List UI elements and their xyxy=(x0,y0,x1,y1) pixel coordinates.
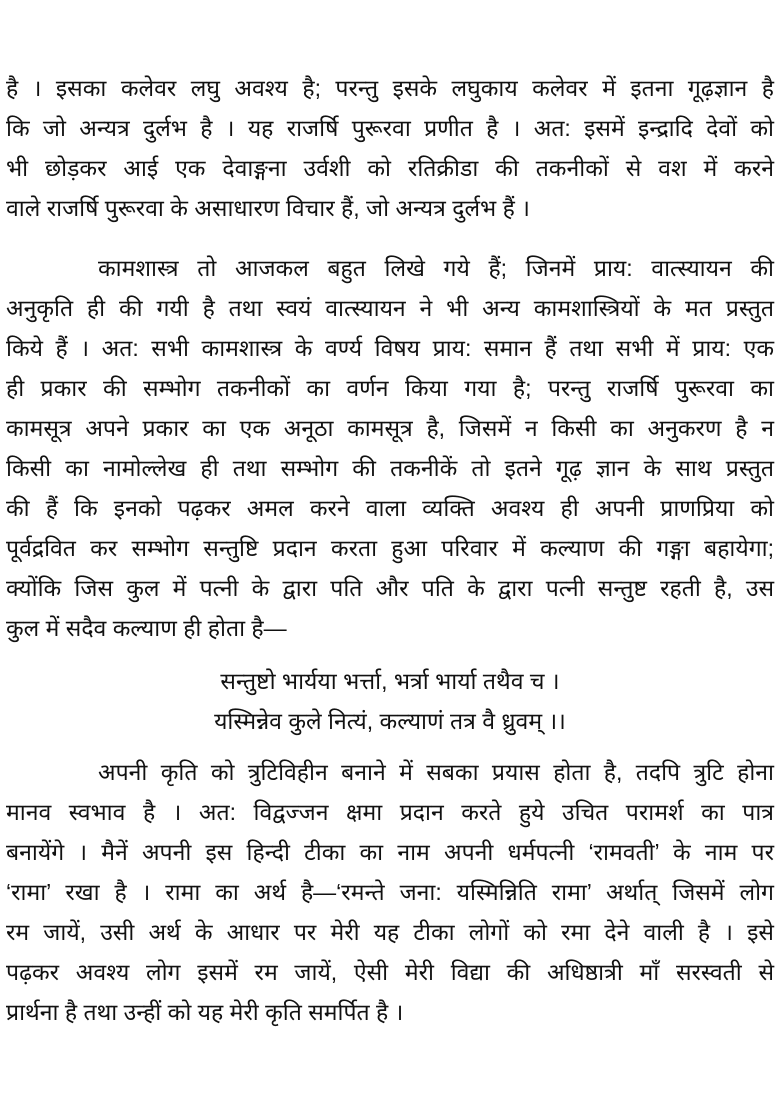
text-line: किसी का नामोल्लेख ही तथा सम्भोग की तकनीकें तो इतने गूढ़ ज्ञान के साथ प्रस्तुत xyxy=(6,455,774,481)
text-line: कि जो अन्यत्र दुर्लभ है । यह राजर्षि पुरूरवा प्रणीत है । अत: इसमें इन्द्रादि देवों को xyxy=(6,115,774,141)
text-line: कुल में सदैव कल्याण ही होता है— xyxy=(6,615,287,641)
text-line: प्रार्थना है तथा उन्हीं को यह मेरी कृति समर्पित है । xyxy=(6,999,404,1025)
text-line: पढ़कर अवश्य लोग इसमें रम जायें, ऐसी मेरी विद्या की अधिष्ठात्री माँ सरस्वती से xyxy=(6,959,774,985)
text-line: की हैं कि इनको पढ़कर अमल करने वाला व्यक्ति अवश्य ही अपनी प्राणप्रिया को xyxy=(6,495,774,521)
text-line: भी छोड़कर आई एक देवाङ्गना उर्वशी को रतिक्रीडा की तकनीकों से वश में करने xyxy=(6,155,774,181)
text-line: मानव स्वभाव है । अत: विद्वज्जन क्षमा प्रदान करते हुये उचित परामर्श का पात्र xyxy=(6,799,774,825)
text-line: ही प्रकार की सम्भोग तकनीकों का वर्णन किया गया है; परन्तु राजर्षि पुरूरवा का xyxy=(6,375,774,401)
text-line: अपनी कृति को त्रुटिविहीन बनाने में सबका प्रयास होता है, तदपि त्रुटि होना xyxy=(98,759,774,785)
verse-line: यस्मिन्नेव कुले नित्यं, कल्याणं तत्र वै ध्रुवम् ।। xyxy=(214,708,566,734)
text-line: कामशास्त्र तो आजकल बहुत लिखे गये हैं; जिनमें प्राय: वात्स्यायन की xyxy=(98,255,774,281)
text-line: वाले राजर्षि पुरूरवा के असाधारण विचार हैं, जो अन्यत्र दुर्लभ हैं । xyxy=(6,195,530,221)
text-line: क्योंकि जिस कुल में पत्नी के द्वारा पति और पति के द्वारा पत्नी सन्तुष्ट रहती है, उस xyxy=(6,575,774,601)
text-line: पूर्वद्रवित कर सम्भोग सन्तुष्टि प्रदान करता हुआ परिवार में कल्याण की गङ्गा बहायेगा; xyxy=(6,535,774,561)
text-line: है । इसका कलेवर लघु अवश्य है; परन्तु इसके लघुकाय कलेवर में इतना गूढ़ज्ञान है xyxy=(6,75,774,101)
text-line: अनुकृति ही की गयी है तथा स्वयं वात्स्यायन ने भी अन्य कामशास्त्रियों के मत प्रस्तुत xyxy=(6,295,774,321)
verse-line: सन्तुष्टो भार्यया भर्त्ता, भर्त्रा भार्या तथैव च । xyxy=(220,668,560,694)
text-line: ‘रामा’ रखा है । रामा का अर्थ है—‘रमन्ते जना: यस्मिन्निति रामा’ अर्थात् जिसमें लोग xyxy=(6,879,774,905)
text-line: रम जायें, उसी अर्थ के आधार पर मेरी यह टीका लोगों को रमा देने वाली है । इसे xyxy=(6,919,774,945)
text-line: किये हैं । अत: सभी कामशास्त्र के वर्ण्य विषय प्राय: समान हैं तथा सभी में प्राय: एक xyxy=(6,335,774,361)
text-line: कामसूत्र अपने प्रकार का एक अनूठा कामसूत्र है, जिसमें न किसी का अनुकरण है न xyxy=(6,415,774,441)
text-line: बनायेंगे । मैनें अपनी इस हिन्दी टीका का नाम अपनी धर्मपत्नी ‘रामवती’ के नाम पर xyxy=(6,839,774,865)
